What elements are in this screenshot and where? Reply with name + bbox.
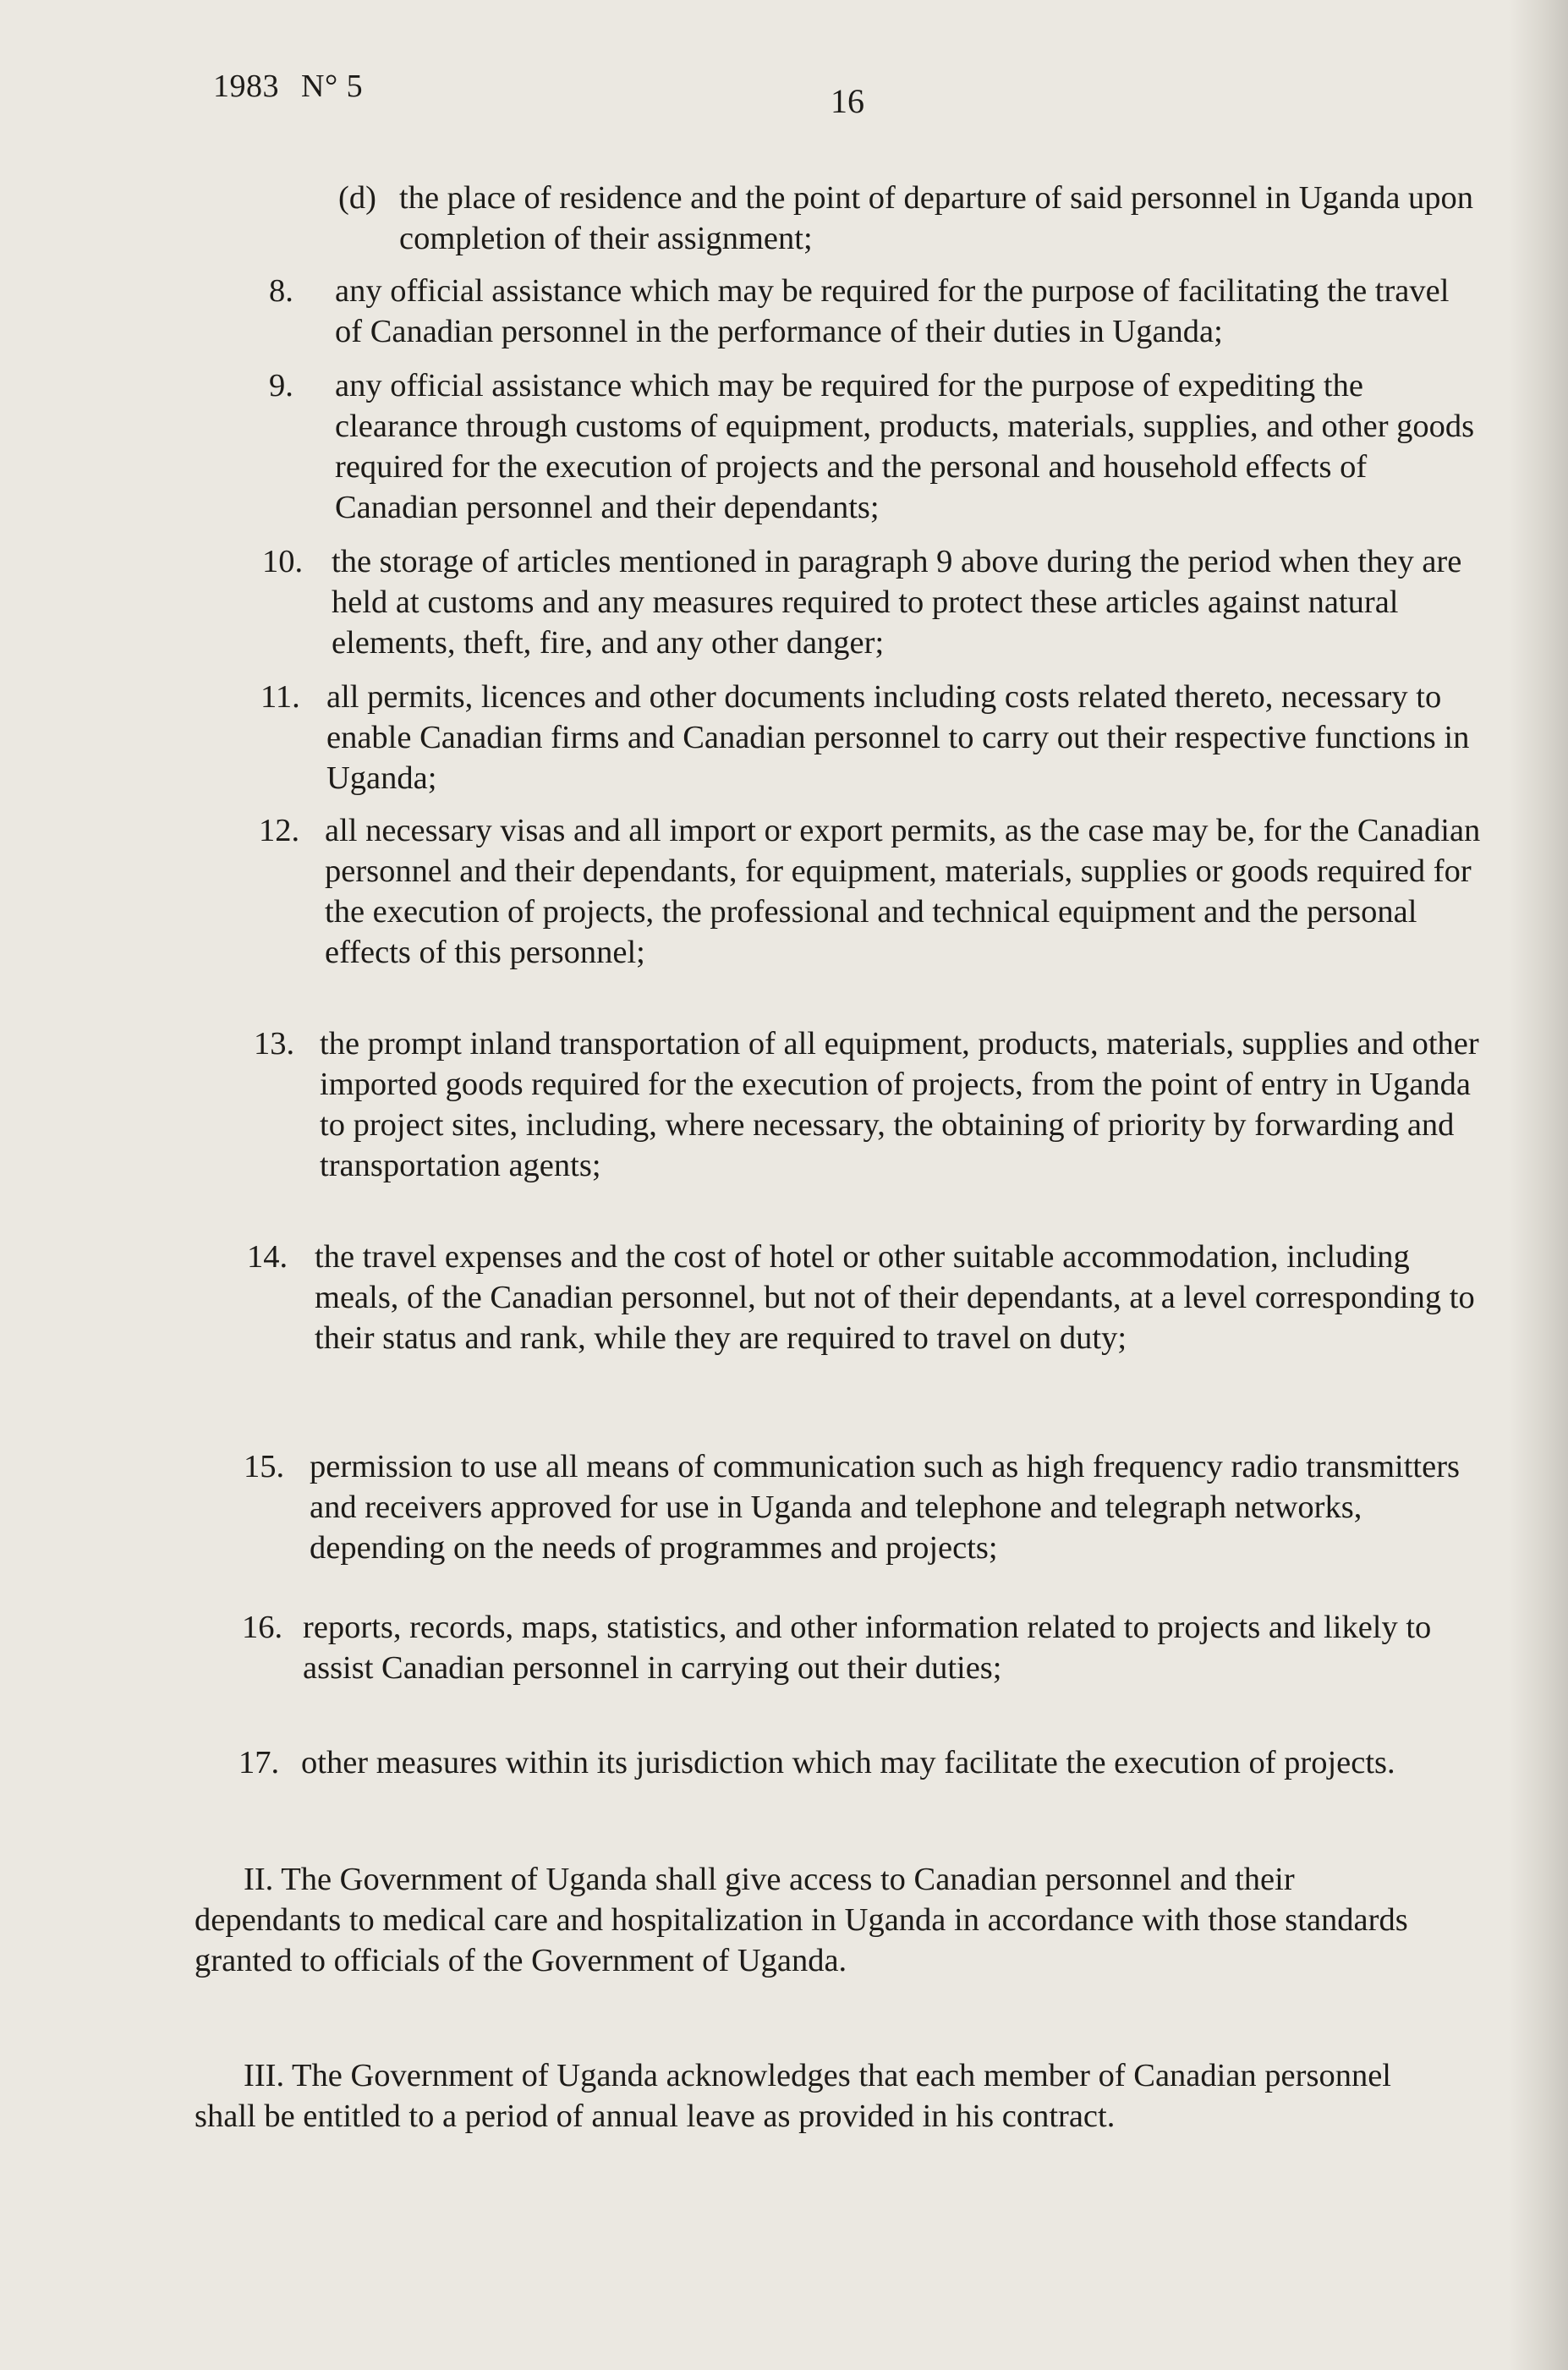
item-text: the storage of articles mentioned in paragraph 9 above during the period when they are held at customs and any measures required to protect these articles against natural elements, theft, fire, and any other danger; bbox=[332, 544, 1462, 661]
item-number: 16. bbox=[242, 1610, 283, 1645]
item-number: 9. bbox=[269, 368, 293, 403]
list-item bbox=[259, 810, 1483, 973]
item-number: 17. bbox=[238, 1745, 280, 1780]
item-text: the prompt inland transportation of all equipment, products, materials, supplies and other imported goods required for the execution of projects, from the point of entry in Uganda to project sites, including, where necessary, the obtaining of priority by forwarding and transportation agents; bbox=[320, 1026, 1479, 1183]
header-year: 1983 bbox=[213, 69, 279, 104]
item-number: (d) bbox=[338, 180, 376, 216]
list-item bbox=[254, 1023, 1483, 1186]
item-text: the travel expenses and the cost of hotel or other suitable accommodation, including meals, of the Canadian personnel, but not of their dependants, at a level corresponding to their status and rank, while they are required to travel on duty; bbox=[315, 1239, 1475, 1356]
list-item bbox=[242, 1607, 1483, 1688]
paragraph-ii: II. The Government of Uganda shall give access to Canadian personnel and their dependants to medical care and hospitalization in Uganda in accordance with those standards granted to officials of the Government of Uganda. bbox=[195, 1862, 1408, 1978]
item-text: permission to use all means of communication such as high frequency radio transmitters and receivers approved for use in Uganda and telephone and telegraph networks, depending on the needs of programmes and projects; bbox=[310, 1449, 1461, 1566]
item-number: 15. bbox=[244, 1449, 285, 1484]
item-text: all permits, licences and other documents including costs related thereto, necessary to enable Canadian firms and Canadian personnel to carry out their respective functions in Uganda; bbox=[326, 679, 1470, 796]
page-number: 16 bbox=[831, 82, 864, 120]
item-text: any official assistance which may be required for the purpose of expediting the clearance through customs of equipment, products, materials, supplies, and other goods required for the execution of projects and the personal and household effects of Canadian personnel and their dependants; bbox=[335, 368, 1475, 525]
list-item bbox=[247, 1237, 1483, 1358]
item-number: 8. bbox=[269, 273, 293, 309]
item-text: other measures within its jurisdiction which may facilitate the execution of projects. bbox=[301, 1745, 1395, 1780]
list-item bbox=[269, 271, 1483, 352]
item-number: 14. bbox=[247, 1239, 288, 1275]
list-item bbox=[269, 365, 1483, 528]
item-text: the place of residence and the point of departure of said personnel in Uganda upon completion of their assignment; bbox=[399, 180, 1474, 256]
item-number: 12. bbox=[259, 813, 300, 848]
list-item bbox=[244, 1446, 1483, 1568]
running-header bbox=[213, 68, 363, 105]
item-number: 10. bbox=[262, 544, 304, 579]
item-number: 11. bbox=[260, 679, 300, 715]
item-text: any official assistance which may be required for the purpose of facilitating the travel of Canadian personnel in the performance of their duties in Uganda; bbox=[335, 273, 1450, 349]
item-text: reports, records, maps, statistics, and other information related to projects and likely to assist Canadian personnel in carrying out their duties; bbox=[303, 1610, 1432, 1686]
item-number: 13. bbox=[254, 1026, 295, 1062]
page-edge-shadow bbox=[1509, 0, 1568, 2370]
list-item bbox=[260, 677, 1483, 798]
list-item bbox=[338, 178, 1480, 259]
paragraph-iii: III. The Government of Uganda acknowledges that each member of Canadian personnel shall be entitled to a period of annual leave as provided in his contract. bbox=[195, 2058, 1391, 2134]
header-number: N° 5 bbox=[301, 69, 364, 104]
list-item bbox=[262, 541, 1483, 663]
list-item bbox=[238, 1742, 1483, 1783]
item-text: all necessary visas and all import or export permits, as the case may be, for the Canadian personnel and their dependants, for equipment, materials, supplies or goods required for the execution of projects, the professional and technical equipment and the personal effects of this personnel; bbox=[325, 813, 1481, 970]
